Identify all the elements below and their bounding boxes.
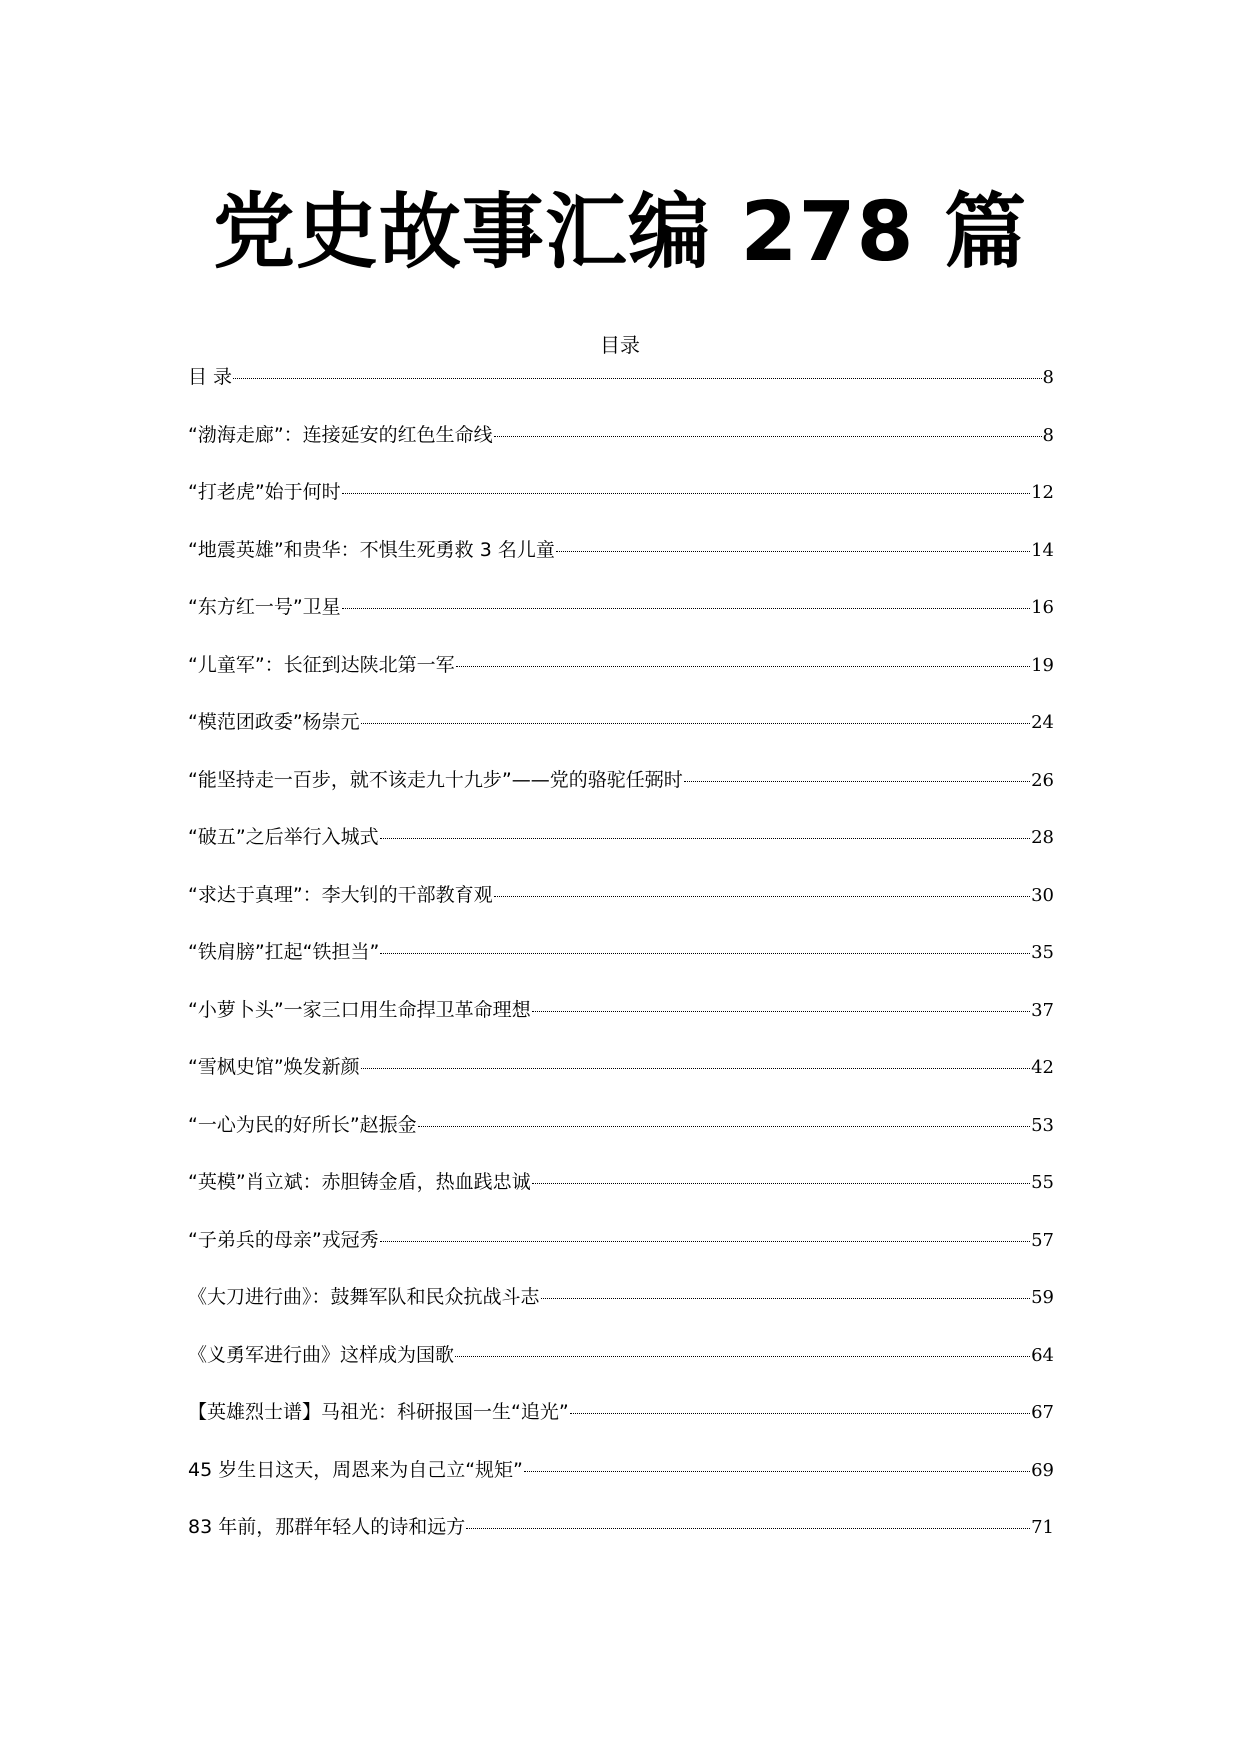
toc-dot-leader — [494, 436, 1042, 437]
toc-entry-title[interactable]: “雪枫史馆”焕发新颜 — [188, 1056, 360, 1078]
toc-entry-title[interactable]: “求达于真理”：李大钊的干部教育观 — [188, 883, 493, 906]
toc-dot-leader — [361, 1068, 1030, 1069]
toc-page-number: 69 — [1031, 1459, 1054, 1481]
toc-entry-title[interactable]: 目 录 — [188, 366, 233, 388]
toc-page-number: 67 — [1031, 1402, 1054, 1423]
toc-dot-leader — [380, 838, 1030, 839]
toc-entry-title[interactable]: “英模”肖立斌：赤胆铸金盾，热血践忠诚 — [188, 1171, 531, 1193]
toc-entry[interactable] — [188, 1105, 1054, 1163]
toc-entry[interactable] — [188, 1047, 1054, 1105]
toc-dot-leader — [380, 1241, 1030, 1242]
toc-entry[interactable] — [188, 1162, 1054, 1220]
toc-page-number: 71 — [1031, 1517, 1054, 1538]
toc-page-number: 14 — [1031, 539, 1054, 561]
toc-entry-title[interactable]: “铁肩膀”扛起“铁担当” — [188, 941, 380, 963]
toc-page-number: 37 — [1031, 999, 1054, 1021]
toc-dot-leader — [570, 1413, 1030, 1414]
toc-page-number: 64 — [1031, 1344, 1054, 1366]
toc-dot-leader — [456, 666, 1030, 667]
toc-entry[interactable] — [188, 1392, 1054, 1450]
toc-entry-title[interactable]: “模范团政委”杨崇元 — [188, 711, 360, 733]
toc-entry[interactable] — [188, 587, 1054, 645]
toc-page-number: 59 — [1031, 1287, 1054, 1308]
toc-entry-title[interactable]: “破五”之后举行入城式 — [188, 826, 379, 848]
toc-dot-leader — [342, 493, 1030, 494]
table-of-contents — [188, 357, 1054, 1565]
toc-entry-title[interactable]: “子弟兵的母亲”戎冠秀 — [188, 1228, 379, 1251]
toc-page-number: 35 — [1031, 942, 1054, 963]
toc-entry[interactable] — [188, 472, 1054, 530]
toc-entry-title[interactable]: “地震英雄”和贵华：不惧生死勇救 3 名儿童 — [188, 538, 555, 561]
toc-dot-leader — [361, 723, 1030, 724]
toc-dot-leader — [455, 1356, 1030, 1357]
toc-page-number: 12 — [1031, 482, 1054, 503]
toc-dot-leader — [524, 1471, 1030, 1472]
toc-dot-leader — [233, 378, 1042, 379]
toc-dot-leader — [684, 781, 1030, 782]
toc-heading: 目录 — [600, 333, 640, 357]
toc-dot-leader — [494, 896, 1030, 897]
toc-page-number: 26 — [1031, 769, 1054, 791]
toc-dot-leader — [532, 1183, 1030, 1184]
toc-entry-title[interactable]: “小萝卜头”一家三口用生命捍卫革命理想 — [188, 998, 531, 1021]
toc-entry-title[interactable]: 【英雄烈士谱】马祖光：科研报国一生“追光” — [188, 1401, 569, 1423]
toc-dot-leader — [532, 1011, 1030, 1012]
toc-dot-leader — [380, 953, 1030, 954]
toc-dot-leader — [556, 551, 1030, 552]
toc-dot-leader — [418, 1126, 1030, 1127]
toc-page-number: 30 — [1031, 884, 1054, 906]
toc-entry[interactable] — [188, 932, 1054, 990]
toc-page-number: 53 — [1031, 1114, 1054, 1136]
toc-entry-title[interactable]: “能坚持走一百步，就不该走九十九步”——党的骆驼任弼时 — [188, 768, 683, 791]
toc-dot-leader — [466, 1528, 1030, 1529]
toc-entry[interactable] — [188, 990, 1054, 1048]
toc-entry-title[interactable]: 《义勇军进行曲》这样成为国歌 — [188, 1343, 455, 1366]
toc-entry-title[interactable]: “一心为民的好所长”赵振金 — [188, 1113, 417, 1136]
toc-page-number: 57 — [1031, 1229, 1054, 1251]
toc-entry-title[interactable]: “打老虎”始于何时 — [188, 481, 341, 503]
toc-entry[interactable] — [188, 817, 1054, 875]
toc-entry-title[interactable]: “东方红一号”卫星 — [188, 596, 341, 618]
toc-page-number: 28 — [1031, 827, 1054, 848]
toc-entry[interactable] — [188, 645, 1054, 703]
toc-entry[interactable] — [188, 702, 1054, 760]
page-title: 党史故事汇编 278 篇 — [212, 185, 1028, 280]
toc-entry-title[interactable]: “渤海走廊”：连接延安的红色生命线 — [188, 423, 493, 446]
toc-entry-title[interactable]: “儿童军”：长征到达陕北第一军 — [188, 653, 455, 676]
toc-dot-leader — [342, 608, 1030, 609]
toc-page-number: 55 — [1031, 1172, 1054, 1193]
toc-entry[interactable] — [188, 357, 1054, 415]
toc-entry[interactable] — [188, 875, 1054, 933]
toc-entry[interactable] — [188, 1335, 1054, 1393]
toc-entry-title[interactable]: 83 年前，那群年轻人的诗和远方 — [188, 1516, 466, 1538]
toc-entry[interactable] — [188, 1277, 1054, 1335]
toc-page-number: 8 — [1042, 424, 1054, 446]
toc-dot-leader — [541, 1298, 1031, 1299]
toc-entry[interactable] — [188, 415, 1054, 473]
toc-entry[interactable] — [188, 530, 1054, 588]
toc-entry[interactable] — [188, 760, 1054, 818]
toc-page-number: 19 — [1031, 654, 1054, 676]
toc-entry-title[interactable]: 45 岁生日这天，周恩来为自己立“规矩” — [188, 1458, 523, 1481]
toc-page-number: 42 — [1031, 1057, 1054, 1078]
toc-entry-title[interactable]: 《大刀进行曲》：鼓舞军队和民众抗战斗志 — [188, 1286, 540, 1308]
toc-entry[interactable] — [188, 1450, 1054, 1508]
toc-page-number: 16 — [1031, 597, 1054, 618]
toc-entry[interactable] — [188, 1220, 1054, 1278]
toc-page-number: 8 — [1042, 367, 1054, 388]
toc-entry[interactable] — [188, 1507, 1054, 1565]
toc-page-number: 24 — [1031, 712, 1054, 733]
